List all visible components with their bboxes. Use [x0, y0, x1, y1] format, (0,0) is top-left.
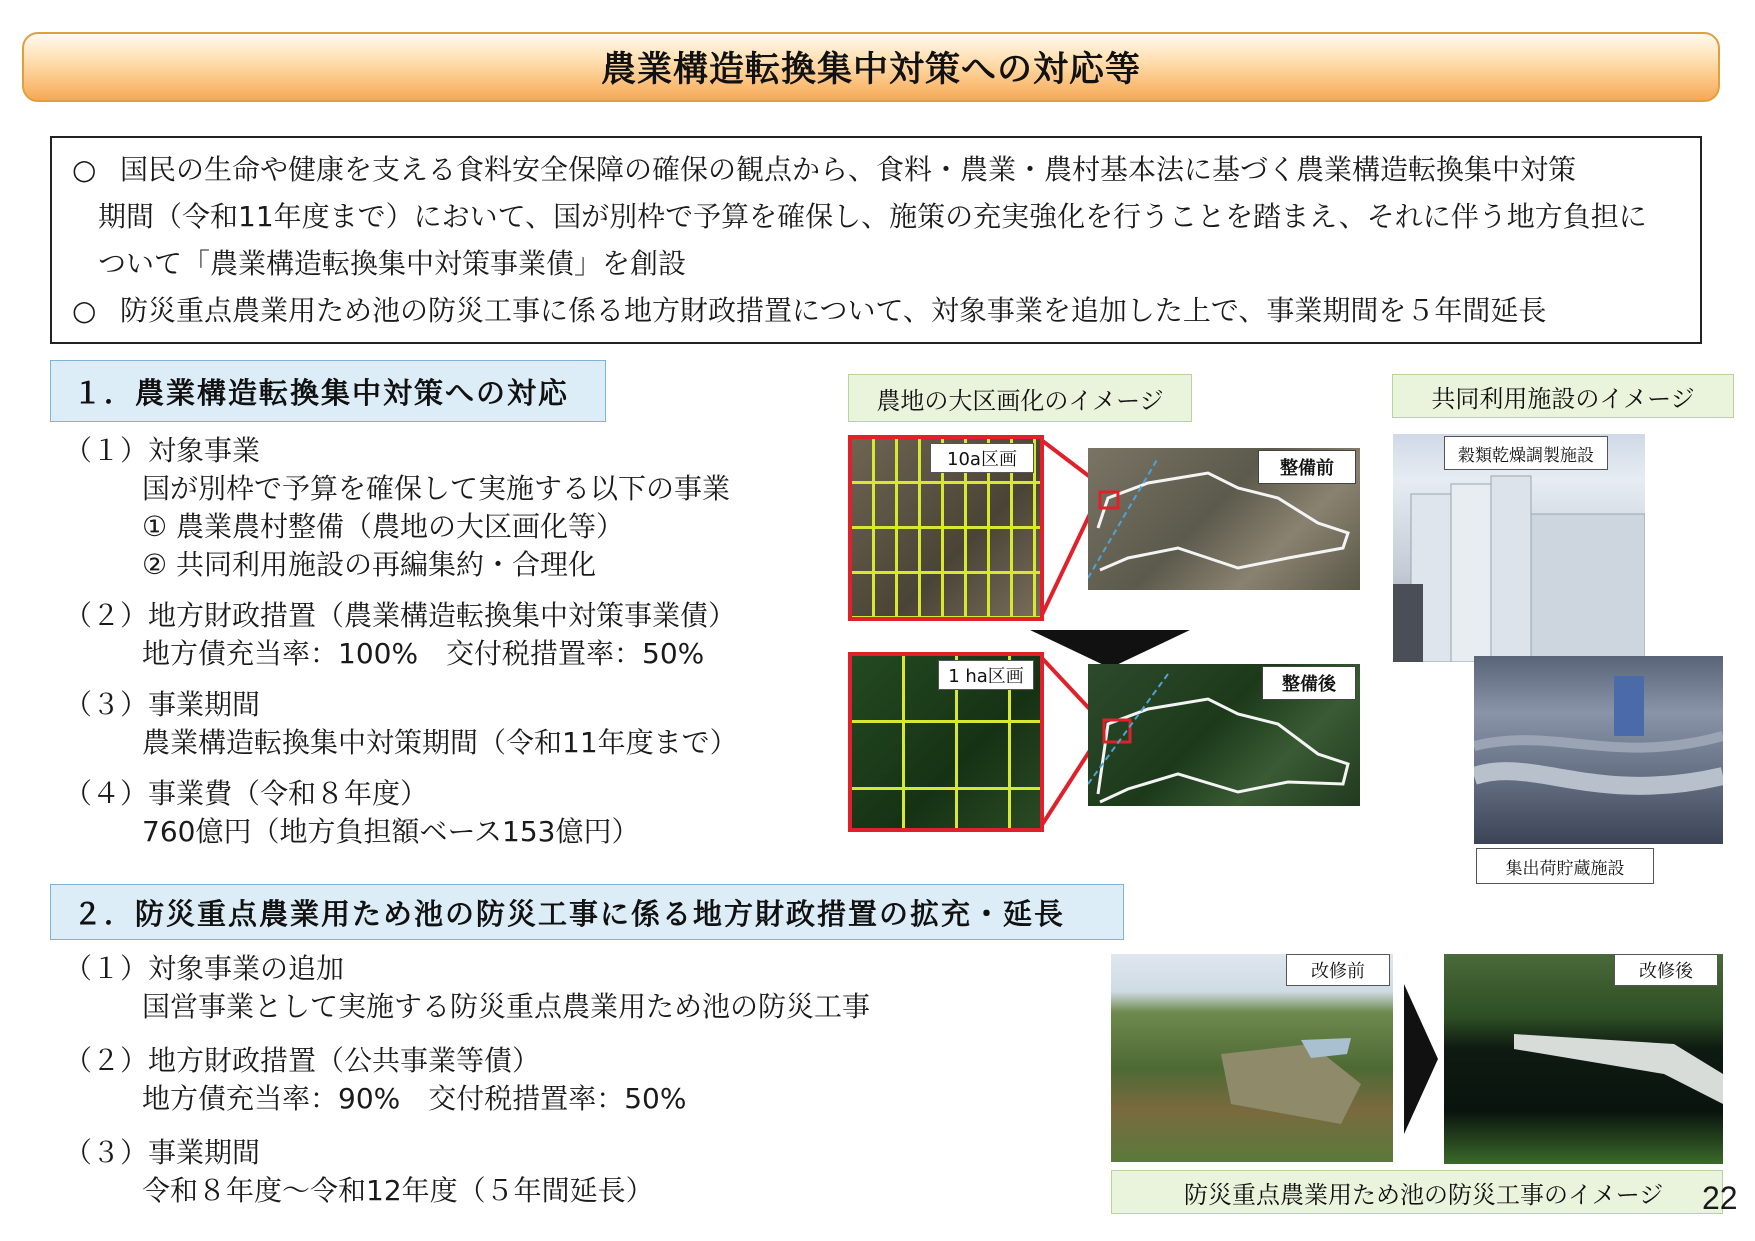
section1-body — [64, 432, 824, 851]
summary-bullet — [72, 287, 1686, 334]
section1-item-head: （４）事業費（令和８年度） — [64, 777, 429, 810]
label-before-work: 整備前 — [1258, 450, 1356, 484]
section2-item-head: （３）事業期間 — [64, 1136, 261, 1169]
label-1ha: 1 ha区画 — [938, 660, 1034, 690]
bullet-circle-icon: ○ — [72, 294, 97, 327]
summary-line: 国民の生命や健康を支える食料安全保障の確保の観点から、食料・農業・農村基本法に基づく農業構造転換集中対策 — [120, 153, 1577, 186]
summary-box — [50, 136, 1702, 344]
section1-item-line: 農業構造転換集中対策期間（令和11年度まで） — [142, 726, 738, 759]
storage-facility-photo — [1474, 656, 1723, 844]
bullet-circle-icon: ○ — [72, 153, 97, 186]
label-after-repair: 改修後 — [1614, 954, 1718, 986]
summary-bullet — [72, 146, 1686, 287]
section1-item-head: （２）地方財政措置（農業構造転換集中対策事業債） — [64, 599, 737, 632]
section1-item-line: 760億円（地方負担額ベース153億円） — [142, 815, 640, 848]
farmland-caption: 農地の大区画化のイメージ — [848, 374, 1192, 422]
section2-body — [64, 950, 1064, 1210]
label-grain-dryer: 穀類乾燥調製施設 — [1444, 436, 1608, 470]
section1-item-line: 国が別枠で予算を確保して実施する以下の事業 — [142, 472, 731, 505]
label-after-work: 整備後 — [1262, 666, 1356, 700]
summary-line: ついて「農業構造転換集中対策事業債」を創設 — [98, 247, 687, 280]
section2-item-head: （１）対象事業の追加 — [64, 952, 345, 985]
section1-item-head: （１）対象事業 — [64, 434, 261, 467]
section1-item-line: ② 共同利用施設の再編集約・合理化 — [142, 548, 597, 581]
section2-item-line: 令和８年度～令和12年度（５年間延長） — [142, 1174, 654, 1207]
section2-item-line: 地方債充当率：90% 交付税措置率：50% — [142, 1082, 687, 1115]
section1-item-head: （３）事業期間 — [64, 688, 261, 721]
page-title: 農業構造転換集中対策への対応等 — [600, 50, 1141, 90]
page-number: 22 — [1702, 1180, 1738, 1216]
label-storage: 集出荷貯蔵施設 — [1476, 848, 1654, 884]
section1-item-line: ① 農業農村整備（農地の大区画化等） — [142, 510, 625, 543]
label-10a: 10a区画 — [930, 443, 1034, 473]
label-before-repair: 改修前 — [1286, 954, 1390, 986]
section2-header: ２．防災重点農業用ため池の防災工事に係る地方財政措置の拡充・延長 — [50, 884, 1124, 940]
conveyor-illustration — [1474, 656, 1723, 844]
section2-item-line: 国営事業として実施する防災重点農業用ため池の防災工事 — [142, 990, 871, 1023]
summary-line: 期間（令和11年度まで）において、国が別枠で予算を確保し、施策の充実強化を行うことを踏まえ、それに伴う地方負担に — [98, 200, 1647, 233]
section1-header: １．農業構造転換集中対策への対応 — [50, 360, 606, 422]
pond-caption: 防災重点農業用ため池の防災工事のイメージ — [1111, 1170, 1723, 1214]
facility-caption: 共同利用施設のイメージ — [1392, 374, 1734, 418]
summary-line: 防災重点農業用ため池の防災工事に係る地方財政措置について、対象事業を追加した上で、事業期間を５年間延長 — [120, 294, 1547, 327]
title-banner — [22, 32, 1720, 102]
section2-item-head: （２）地方財政措置（公共事業等債） — [64, 1044, 541, 1077]
section1-item-line: 地方債充当率：100% 交付税措置率：50% — [142, 637, 705, 670]
right-arrow-icon — [1404, 984, 1438, 1134]
